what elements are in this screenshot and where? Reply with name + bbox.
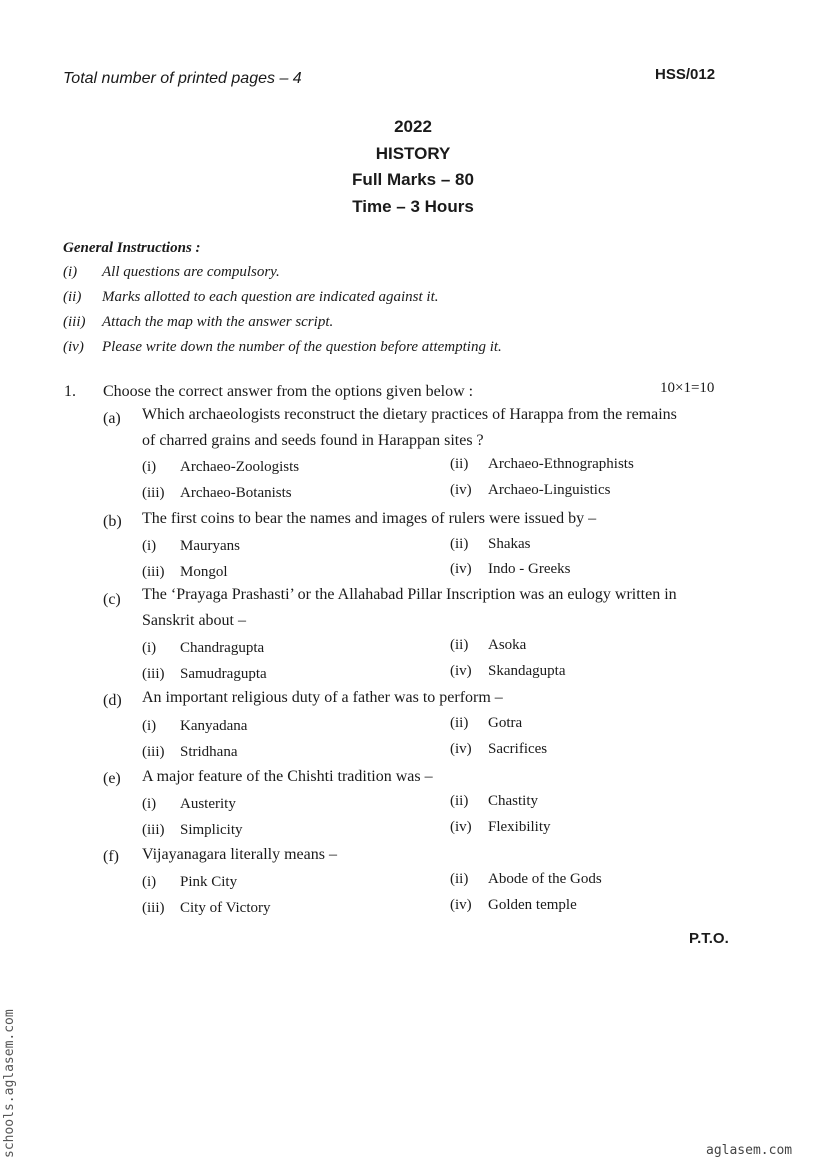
paper-code: HSS/012: [655, 66, 716, 83]
part-label: (a): [103, 410, 121, 427]
option: (iii) Samudragupta: [142, 666, 267, 682]
instruction-text: Marks allotted to each question are indicated against it.: [102, 289, 439, 305]
option: (ii) Abode of the Gods: [450, 871, 602, 887]
option: (i) Chandragupta: [142, 640, 265, 656]
part-text-line: The ‘Prayaga Prashasti’ or the Allahabad Pillar Inscription was an eulogy written in: [142, 586, 677, 603]
part-text-line: An important religious duty of a father was to perform –: [142, 689, 503, 706]
option: (ii) Gotra: [450, 715, 523, 731]
option: (iv) Skandagupta: [450, 663, 566, 679]
bottom-watermark: aglasem.com: [706, 1143, 793, 1158]
printed-pages-note: Total number of printed pages – 4: [63, 70, 302, 87]
instruction-item: [63, 289, 438, 306]
option: (iv) Sacrifices: [450, 741, 548, 757]
option: (iii) Mongol: [142, 564, 228, 580]
part-label: (e): [103, 770, 121, 787]
instruction-number: (i): [63, 264, 78, 280]
option: (iv) Flexibility: [450, 819, 551, 835]
instruction-number: (ii): [63, 289, 82, 305]
option: (ii) Archaeo-Ethnographists: [450, 456, 634, 472]
part-text-line: The first coins to bear the names and images of rulers were issued by –: [142, 510, 597, 527]
option: (i) Mauryans: [142, 538, 240, 554]
option: (iii) City of Victory: [142, 900, 271, 916]
option: (i) Kanyadana: [142, 718, 248, 734]
question-marks: 10×1=10: [660, 380, 715, 396]
time-allowed: Time – 3 Hours: [352, 196, 474, 216]
instruction-item: [63, 314, 333, 331]
instruction-item: [63, 264, 280, 281]
instruction-text: Attach the map with the answer script.: [102, 314, 334, 330]
option: (ii) Shakas: [450, 536, 531, 552]
option: (iv) Indo - Greeks: [450, 561, 571, 577]
option: (iii) Archaeo-Botanists: [142, 485, 292, 501]
part-text-line: Sanskrit about –: [142, 612, 246, 629]
option: (iii) Stridhana: [142, 744, 238, 760]
option: (i) Pink City: [142, 874, 238, 890]
side-watermark: schools.aglasem.com: [2, 1009, 17, 1158]
option: (iii) Simplicity: [142, 822, 243, 838]
option: (iv) Archaeo-Linguistics: [450, 482, 611, 498]
instruction-number: (iii): [63, 314, 86, 330]
part-label: (f): [103, 848, 119, 865]
instruction-text: Please write down the number of the question before attempting it.: [102, 339, 502, 355]
instruction-number: (iv): [63, 339, 84, 355]
part-text-line: Which archaeologists reconstruct the dietary practices of Harappa from the remains: [142, 406, 677, 423]
option: (i) Archaeo-Zoologists: [142, 459, 300, 475]
exam-year: 2022: [394, 117, 432, 136]
part-text-line: A major feature of the Chishti tradition was –: [142, 768, 433, 785]
part-label: (c): [103, 591, 121, 608]
option: (iv) Golden temple: [450, 897, 577, 913]
subject-title: HISTORY: [375, 143, 451, 163]
option: (ii) Chastity: [450, 793, 539, 809]
part-label: (d): [103, 692, 122, 709]
title-block: [0, 114, 826, 220]
question-number: 1.: [64, 383, 76, 400]
option: (ii) Asoka: [450, 637, 527, 653]
part-label: (b): [103, 513, 122, 530]
option: (i) Austerity: [142, 796, 236, 812]
instructions-heading: General Instructions :: [63, 240, 201, 256]
part-text-line: Vijayanagara literally means –: [142, 846, 337, 863]
please-turn-over: P.T.O.: [689, 930, 729, 947]
part-text-line: of charred grains and seeds found in Harappan sites ?: [142, 432, 484, 449]
full-marks: Full Marks – 80: [352, 170, 474, 189]
instruction-text: All questions are compulsory.: [102, 264, 280, 280]
question-text: Choose the correct answer from the options given below :: [103, 383, 474, 400]
instruction-item: [63, 339, 502, 356]
